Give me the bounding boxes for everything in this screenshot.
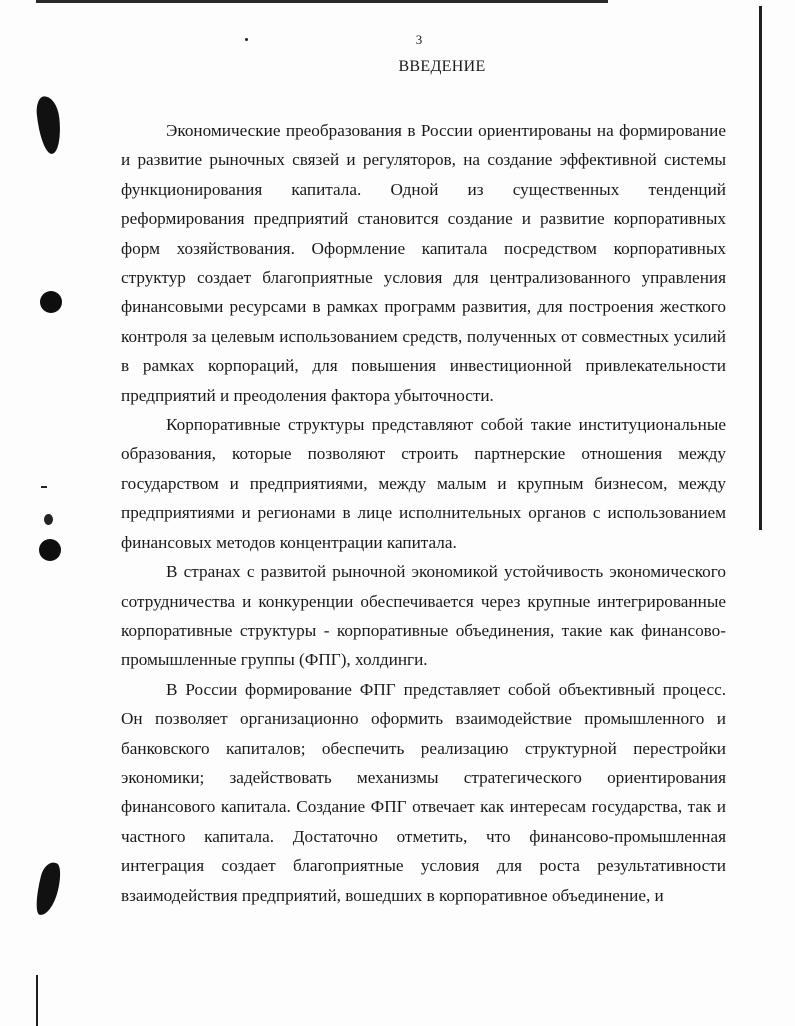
punch-hole-upper (40, 291, 62, 313)
paragraph: В странах с развитой рыночной экономикой устойчивость экономического сотрудничества и конкуренции обеспечивается через крупные интегрированные корпоративные структуры - корпоративные объединения, такие как финансово-промышленные группы (ФПГ), холдинги. (121, 562, 726, 670)
scan-edge-right (759, 6, 762, 530)
punch-hole-lower (39, 539, 61, 561)
scan-speck (44, 514, 53, 525)
page-number: 3 (415, 32, 423, 47)
ink-blot-bottom (32, 860, 64, 917)
paragraph: Экономические преобразования в России ориентированы на формирование и развитие рыночных связей и регуляторов, на создание эффективной системы функционирования капитала. Одной из существенных тенденций реформирования предприятий становится создание и развитие корпоративных форм хозяйствования. Оформление капитала посредством корпоративных структур создает благоприятные условия для централизованного управления финансовыми ресурсами в рамках программ развития, для построения жесткого контроля за целевым использованием средств, полученных от совместных усилий в рамках корпораций, для повышения инвестиционной привлекательности предприятий и преодоления фактора убыточности. (121, 121, 726, 405)
page-title: ВВЕДЕНИЕ (398, 58, 486, 75)
scan-speck (41, 486, 47, 488)
document-body (121, 116, 726, 910)
paragraph: Корпоративные структуры представляют собой такие институциональные образования, которые позволяют строить партнерские отношения между государством и предприятиями, между малым и крупным бизнесом, между предприятиями и регионами в лице исполнительных органов с использованием финансовых методов концентрации капитала. (121, 415, 726, 552)
scan-edge-top (36, 0, 608, 3)
scan-edge-left (36, 975, 38, 1026)
ink-blot-top (35, 95, 63, 155)
paragraph: В России формирование ФПГ представляет собой объективный процесс. Он позволяет организационно оформить взаимодействие промышленного и банковского капиталов; обеспечить реализацию структурной перестройки экономики; задействовать механизмы стратегического ориентирования финансового капитала. Создание ФПГ отвечает как интересам государства, так и частного капитала. Достаточно отметить, что финансово-промышленная интеграция создает благоприятные условия для роста результативности взаимодействия предприятий, вошедших в корпоративное объединение, и (121, 679, 726, 905)
